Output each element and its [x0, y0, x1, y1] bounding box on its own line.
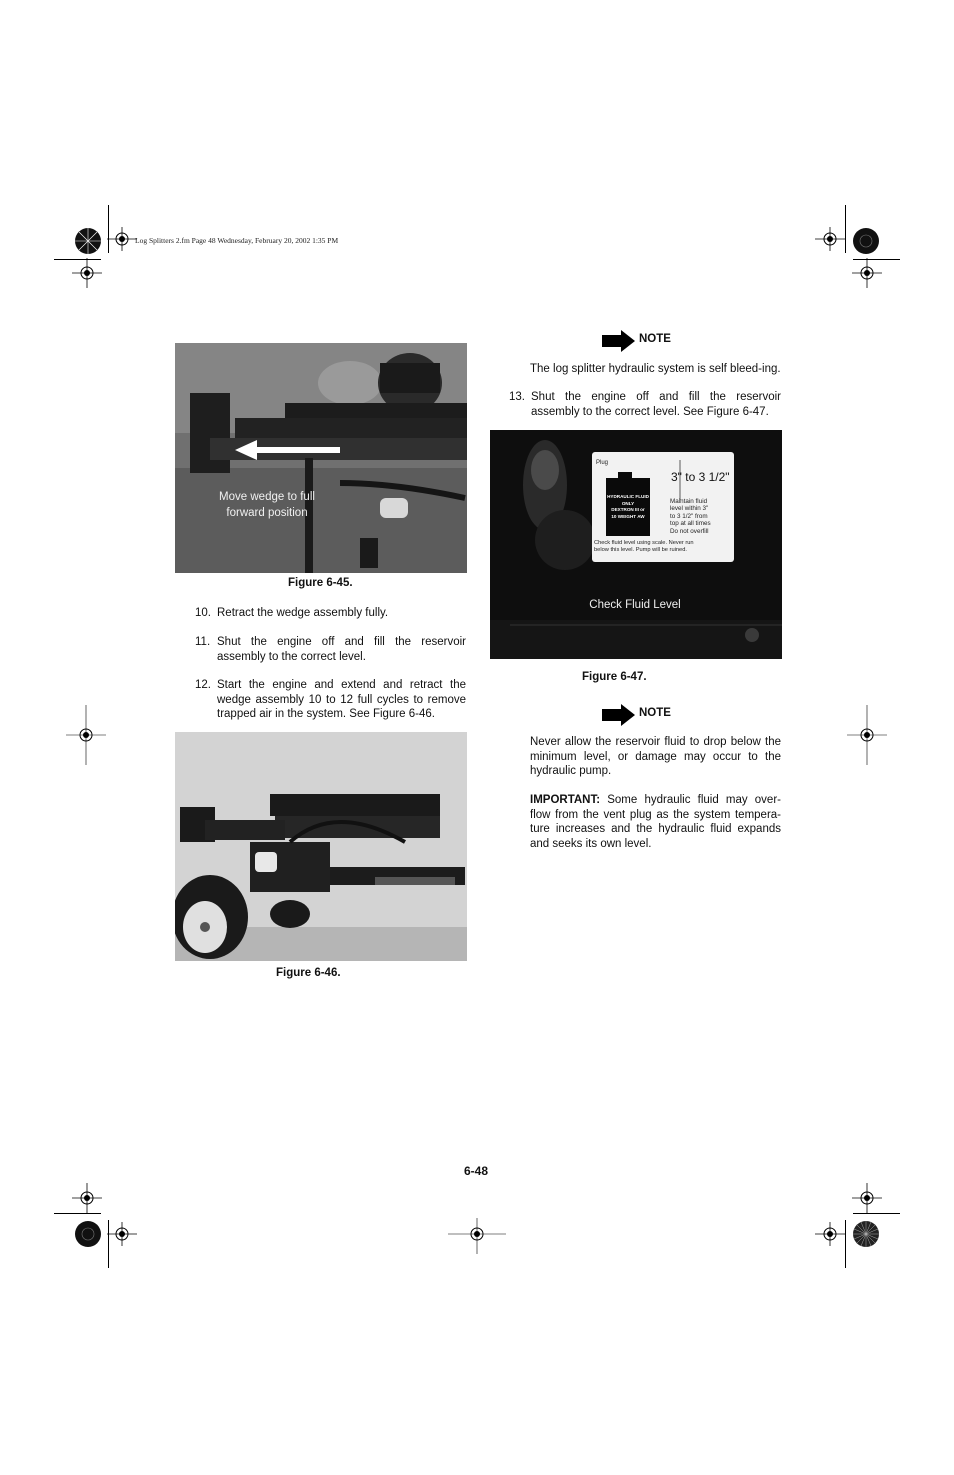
registration-target-icon [73, 1219, 103, 1249]
important-label: IMPORTANT: [530, 794, 601, 806]
registration-target-icon [73, 226, 103, 256]
label-line: Do not overfill [670, 527, 709, 535]
crosshair-icon [852, 1183, 882, 1213]
important-text: Some hydraulic fluid may over-flow from the vent plug as the system tempera-ture increases and the hydraulic fluid expands and seeks its own level. [530, 794, 781, 850]
crop-line [845, 205, 846, 253]
note-label: NOTE [639, 333, 671, 345]
crosshair-icon [815, 227, 845, 251]
note-arrow-icon [602, 704, 635, 726]
label-line: to 3 1/2" from [670, 512, 708, 520]
label-line: below this level. Pump will be ruined. [594, 547, 687, 553]
step-text: Retract the wedge assembly fully. [217, 607, 389, 619]
step-text: Shut the engine off and fill the reservoir assembly to the correct level. [217, 636, 466, 663]
figure-45-overlay-line1: Move wedge to full [219, 491, 315, 503]
label-line: top at all times [670, 520, 711, 528]
label-line: DEXTRON III or [611, 507, 645, 512]
step-number: 12. [195, 679, 211, 691]
page-number: 6-48 [464, 1164, 489, 1178]
label-bottom-text [594, 540, 734, 554]
label-side-text [670, 498, 732, 535]
label-fluid-box [606, 494, 650, 520]
label-line: Check fluid level using scale. Never run [594, 540, 694, 546]
step-number: 11. [195, 636, 211, 648]
crosshair-icon [66, 705, 106, 765]
important-paragraph [530, 793, 781, 851]
label-line: 10 WEIGHT AW [611, 513, 645, 519]
crop-line [845, 1220, 846, 1268]
crosshair-icon [72, 1183, 102, 1213]
crosshair-icon [72, 258, 102, 288]
crosshair-icon [815, 1222, 845, 1246]
label-line: HYDRAULIC FLUID [607, 494, 649, 499]
file-info-header: Log Splitters 2.fm Page 48 Wednesday, February 20, 2002 1:35 PM [135, 236, 339, 245]
crosshair-icon [107, 1222, 137, 1246]
figure-45-photo [175, 343, 467, 573]
crop-line [54, 1213, 101, 1214]
figure-47-caption: Figure 6-47. [582, 671, 647, 683]
crop-line [853, 1213, 900, 1214]
label-line: level within 3" [670, 505, 709, 513]
label-range: 3" to 3 1/2" [671, 470, 730, 484]
registration-target-icon [851, 1219, 881, 1249]
step-text: Shut the engine off and fill the reservoir assembly to the correct level. See Figure 6-47. [531, 391, 781, 418]
figure-45-overlay-line2: forward position [226, 507, 308, 519]
registration-target-icon [851, 226, 881, 256]
note-2-text: Never allow the reservoir fluid to drop below the minimum level, or damage may occur to the hydraulic pump. [530, 736, 781, 777]
crosshair-icon [847, 705, 887, 765]
figure-46-photo [175, 732, 467, 961]
step-text: Start the engine and extend and retract the wedge assembly 10 to 12 full cycles to remove trapped air in the system. See Figure 6-46. [217, 679, 466, 720]
figure-47-overlay: Check Fluid Level [589, 599, 681, 611]
note-label: NOTE [639, 707, 671, 719]
figure-47-photo [490, 430, 782, 659]
label-line: Maintain fluid [670, 498, 708, 505]
crosshair-icon [448, 1218, 506, 1254]
crosshair-icon [107, 227, 137, 251]
step-number: 13. [509, 391, 525, 403]
figure-46-caption: Figure 6-46. [276, 967, 341, 979]
note-1-text: The log splitter hydraulic system is self bleed-ing. [530, 363, 781, 375]
crosshair-icon [852, 258, 882, 288]
note-arrow-icon [602, 330, 635, 352]
figure-45-caption: Figure 6-45. [288, 577, 353, 589]
label-line: ONLY [621, 500, 635, 506]
label-plug: Plug [596, 460, 609, 466]
step-number: 10. [195, 607, 211, 619]
